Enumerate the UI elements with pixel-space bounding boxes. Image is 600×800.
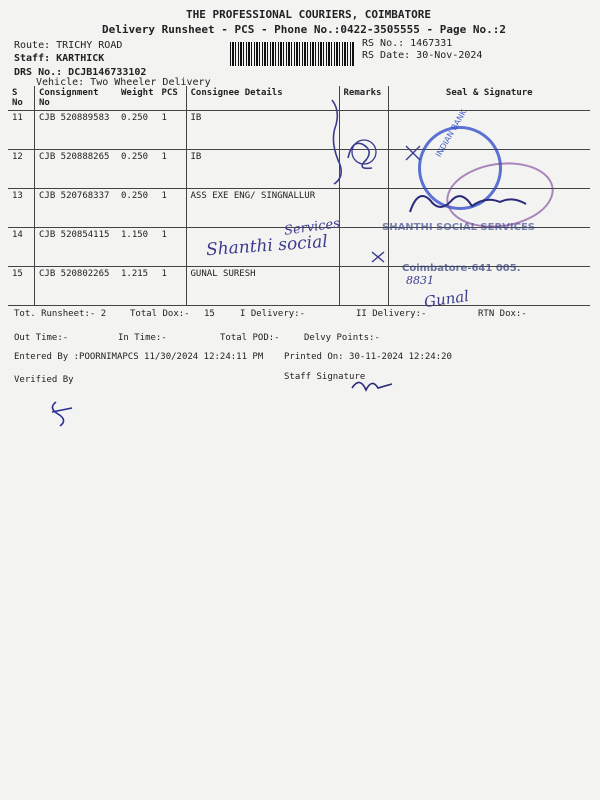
printed-on: Printed On: 30-11-2024 12:24:20 xyxy=(284,352,452,362)
coimbatore-stamp-text: Coimbatore-641 005. xyxy=(402,263,521,274)
cell-weight: 0.250 xyxy=(117,111,158,150)
delvy-points: Delvy Points:- xyxy=(304,333,380,343)
rs-date: RS Date: 30-Nov-2024 xyxy=(362,50,483,61)
total-dox-value: 15 xyxy=(204,309,215,319)
cell-weight: 1.215 xyxy=(117,267,158,306)
staff-signature-stroke xyxy=(352,382,392,390)
handwritten-services: Services xyxy=(283,216,341,239)
signature-stroke xyxy=(410,196,526,212)
col-consignee: Consignee Details xyxy=(186,86,339,111)
col-sno: S No xyxy=(8,86,35,111)
col-remarks: Remarks xyxy=(339,86,388,111)
cell-pcs: 1 xyxy=(158,228,187,267)
cell-pcs: 1 xyxy=(158,189,187,228)
cross-mark xyxy=(406,146,420,160)
cell-consignment: CJB 520802265 xyxy=(35,267,118,306)
bracket-stroke xyxy=(332,100,341,184)
cell-consignment: CJB 520889583 xyxy=(35,111,118,150)
col-pcs: PCS xyxy=(158,86,187,111)
cell-pcs: 1 xyxy=(158,267,187,306)
route: Route: TRICHY ROAD xyxy=(14,40,123,51)
handwritten-gunal: Gunal xyxy=(422,286,471,312)
rs-number: RS No.: 1467331 xyxy=(362,38,453,49)
i-delivery: I Delivery:- xyxy=(240,309,306,319)
cell-consignee: IB xyxy=(186,111,339,150)
cell-consignee: GUNAL SURESH xyxy=(186,267,339,306)
vehicle: Vehicle: Two Wheeler Delivery xyxy=(36,77,211,88)
verified-by: Verified By xyxy=(14,375,74,385)
cell-sno: 14 xyxy=(8,228,35,267)
runsheet-title: Delivery Runsheet - PCS - Phone No.:0422-3505555 - Page No.:2 xyxy=(102,23,506,36)
total-pod: Total POD:- xyxy=(220,333,280,343)
ii-delivery: II Delivery:- xyxy=(356,309,427,319)
number-2-stroke xyxy=(348,143,372,168)
cell-sno: 13 xyxy=(8,189,35,228)
handwritten-number: 8831 xyxy=(406,274,434,287)
cell-sno: 15 xyxy=(8,267,35,306)
bank-seal-text: INDIAN BANK xyxy=(434,108,469,159)
drs-number: DRS No.: DCJB146733102 xyxy=(14,67,147,78)
cell-consignment: CJB 520768337 xyxy=(35,189,118,228)
col-weight: Weight xyxy=(117,86,158,111)
cell-sno: 11 xyxy=(8,111,35,150)
cell-weight: 0.250 xyxy=(117,189,158,228)
col-seal: Seal & Signature xyxy=(388,86,590,111)
rtn-dox: RTN Dox:- xyxy=(478,309,527,319)
in-time: In Time:- xyxy=(118,333,167,343)
cell-sno: 12 xyxy=(8,150,35,189)
circle-stroke xyxy=(352,140,376,164)
cell-weight: 1.150 xyxy=(117,228,158,267)
staff-signature-label: Staff Signature xyxy=(284,372,366,382)
out-time: Out Time:- xyxy=(14,333,69,343)
cell-consignment: CJB 520854115 xyxy=(35,228,118,267)
cell-pcs: 1 xyxy=(158,111,187,150)
cell-weight: 0.250 xyxy=(117,150,158,189)
entered-by: Entered By :POORNIMAPCS 11/30/2024 12:24:11 PM xyxy=(14,352,264,362)
cross-mark-2 xyxy=(372,252,384,262)
staff: Staff: KARTHICK xyxy=(14,53,105,64)
verified-signature-stroke xyxy=(52,402,72,426)
cell-consignee: IB xyxy=(186,150,339,189)
cell-consignment: CJB 520888265 xyxy=(35,150,118,189)
total-dox-label: Total Dox:- xyxy=(130,309,190,319)
cell-pcs: 1 xyxy=(158,150,187,189)
total-runsheet: Tot. Runsheet:- 2 xyxy=(14,309,107,319)
col-consignment: Consignment No xyxy=(35,86,118,111)
services-stamp-text: SHANTHI SOCIAL SERVICES xyxy=(382,222,535,233)
cell-consignee: ASS EXE ENG/ SINGNALLUR xyxy=(186,189,339,228)
handwritten-shanthi: Shanthi social xyxy=(205,231,329,261)
company-name: THE PROFESSIONAL COURIERS, COIMBATORE xyxy=(186,8,432,21)
